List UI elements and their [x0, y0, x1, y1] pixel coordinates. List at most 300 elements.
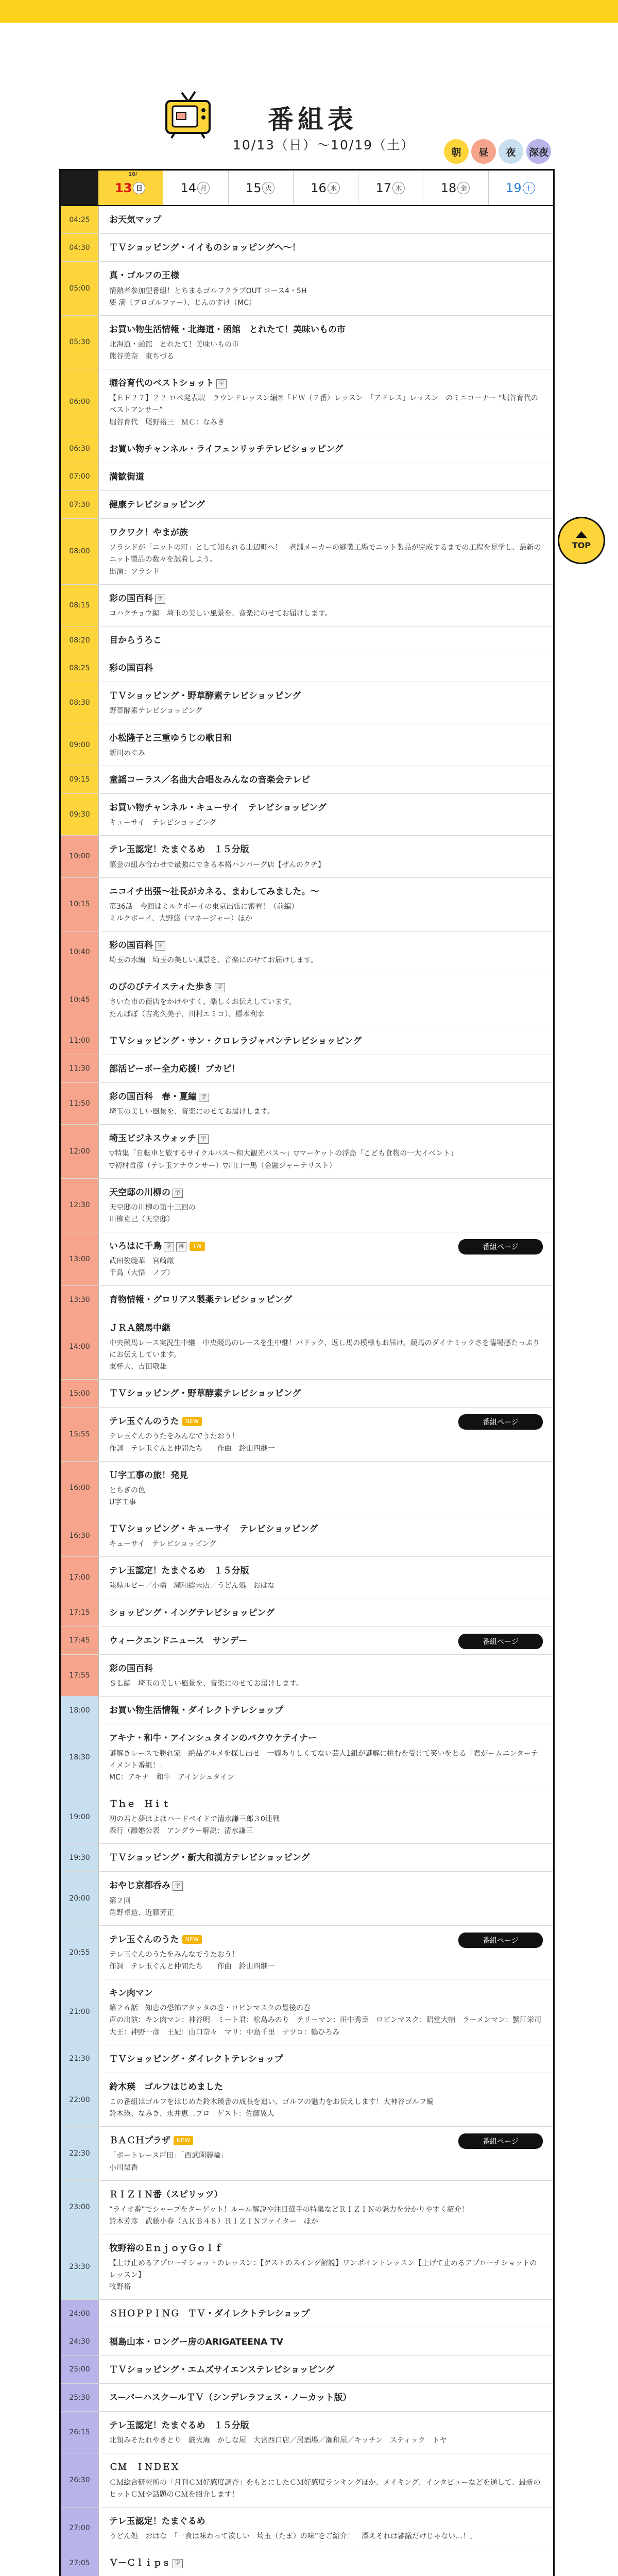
program-title-text: お買い物生活情報・北海道・函館 とれたて！美味いもの市	[109, 324, 346, 335]
program-row[interactable]	[61, 1232, 553, 1286]
program-cell	[98, 973, 553, 1026]
program-title[interactable]	[109, 1851, 543, 1865]
program-title-text: ＴＶショッピング・キューサイ テレビショッピング	[109, 1524, 318, 1534]
program-time: 17:55	[61, 1655, 98, 1696]
program-title[interactable]	[109, 689, 543, 703]
program-row[interactable]	[61, 519, 553, 584]
program-description: 野草酵素テレビショッピング	[109, 707, 203, 716]
program-time: 12:30	[61, 1179, 98, 1232]
program-time: 15:55	[61, 1408, 98, 1461]
program-cell	[98, 1627, 553, 1654]
program-title-text: テレ玉認定！たまぐるめ １５分版	[109, 844, 249, 855]
day-tab-13[interactable]	[98, 171, 163, 205]
program-cell	[98, 626, 553, 654]
program-row[interactable]	[61, 234, 553, 262]
program-row[interactable]	[61, 2384, 553, 2412]
program-title-text: おやじ京都呑み	[109, 1880, 170, 1891]
program-title[interactable]	[109, 1732, 543, 1745]
program-time: 11:50	[61, 1083, 98, 1124]
program-title[interactable]	[109, 1469, 543, 1483]
program-time: 08:25	[61, 654, 98, 682]
program-time: 17:00	[61, 1557, 98, 1598]
top-bar	[0, 0, 618, 23]
back-to-top-button[interactable]	[558, 517, 605, 564]
program-row[interactable]	[61, 206, 553, 234]
day-tab-weekday: 水	[328, 182, 340, 194]
program-page-button[interactable]: 番組ページ	[458, 1634, 543, 1649]
program-cell	[98, 369, 553, 434]
program-title-text: スーパーハスクールＴＶ（シンデレラフェス・ノーカット版）	[109, 2393, 352, 2403]
program-cell	[98, 463, 553, 490]
day-tab-date: 17	[375, 180, 392, 195]
program-time: 17:45	[61, 1627, 98, 1654]
program-row[interactable]	[61, 2234, 553, 2300]
program-title[interactable]	[109, 1321, 543, 1335]
program-title[interactable]	[109, 2556, 543, 2570]
program-time: 27:05	[61, 2549, 98, 2576]
program-title-text: お買い物チャンネル・ライフェンリッチテレビショッピング	[109, 444, 344, 454]
program-row[interactable]	[61, 463, 553, 491]
program-row[interactable]	[61, 2328, 553, 2356]
program-page-button[interactable]: 番組ページ	[458, 1239, 543, 1255]
program-row[interactable]	[61, 724, 553, 766]
program-cell	[98, 1697, 553, 1724]
program-title[interactable]	[109, 885, 543, 899]
program-title[interactable]	[109, 2335, 543, 2349]
program-page-button[interactable]: 番組ページ	[458, 1414, 543, 1430]
program-title-text: 彩の国百科	[109, 1663, 153, 1674]
program-row[interactable]	[61, 1926, 553, 1979]
program-row[interactable]	[61, 1627, 553, 1655]
program-time: 22:00	[61, 2073, 98, 2126]
program-time: 10:15	[61, 878, 98, 931]
program-time: 26:30	[61, 2453, 98, 2506]
program-time: 20:55	[61, 1926, 98, 1979]
program-row[interactable]	[61, 1314, 553, 1380]
day-tabs	[61, 169, 553, 206]
program-title-text: 彩の国百科	[109, 593, 153, 604]
program-time: 17:15	[61, 1599, 98, 1626]
program-cell	[98, 1380, 553, 1407]
program-row[interactable]	[61, 682, 553, 724]
day-tab-15[interactable]	[228, 171, 293, 205]
program-title-text: ＳＨＯＰＰＩＮＧ ＴＶ・ダイレクトテレショップ	[109, 2309, 310, 2319]
program-title-text: ＴＶショッピング・野草酵素テレビショッピング	[109, 1388, 301, 1399]
program-time: 18:00	[61, 1697, 98, 1724]
program-row[interactable]	[61, 654, 553, 682]
program-time: 08:15	[61, 585, 98, 626]
day-tab-weekday: 土	[523, 182, 535, 194]
program-time: 15:00	[61, 1380, 98, 1407]
program-row[interactable]	[61, 1515, 553, 1557]
program-description: ＣＭ総合研究所の「月刊ＣＭ好感度調査」をもとにしたＣＭ好感度ランキングほか、メイキング、インタビューなどを通して、最新のヒットＣＭや話題のＣＭを紹介します！	[109, 2478, 541, 2499]
program-row[interactable]	[61, 766, 553, 794]
day-tab-weekday: 金	[457, 182, 470, 194]
program-cell	[98, 931, 553, 973]
day-tab-weekday: 月	[197, 182, 210, 194]
program-title[interactable]	[109, 2307, 543, 2321]
program-description: テレ玉ぐんのうたをみんなでうたおう！ 作詞 テレ玉ぐんと仲間たち 作曲 鈴山四継一	[109, 1432, 275, 1453]
program-description: 埼玉の美しい風景を、音楽にのせてお届けします。	[109, 1108, 274, 1116]
program-cell	[98, 1557, 553, 1598]
day-tab-date: 16	[311, 180, 327, 195]
program-row[interactable]	[61, 1697, 553, 1724]
program-description: 【ＥＦ２７】２２ ロペ発表駅 ラウンドレッスン編②「ＦＷ（７番）レッスン 「アドレス」レッスン のミニコーナー “堀谷育代のベストアンサー” 堀谷育代 尾野裕三 ＭＣ：なみき	[109, 394, 538, 427]
program-cell	[98, 1027, 553, 1055]
program-time: 05:00	[61, 262, 98, 315]
program-time: 23:00	[61, 2181, 98, 2234]
program-time: 04:30	[61, 234, 98, 261]
program-title[interactable]	[109, 1662, 543, 1676]
program-description: 菓金の組み合わせで最強にできる本格ハンバーグ店【ぜんのクチ】	[109, 860, 325, 869]
program-description: さいた市の商店をかけやすく、楽しくお伝えしています。 たんぱぽ（吉兆久美子、川村エミコ）、標本利幸	[109, 998, 296, 1019]
program-time: 06:30	[61, 435, 98, 463]
program-row[interactable]	[61, 262, 553, 315]
program-title-text: いろはに千鳥	[109, 1241, 162, 1252]
program-row[interactable]	[61, 1599, 553, 1627]
program-row[interactable]	[61, 585, 553, 626]
program-title[interactable]	[109, 377, 543, 391]
new-badge: NEW	[174, 2136, 193, 2145]
program-title-text: お買い物生活情報・ダイレクトテレショップ	[109, 1705, 284, 1716]
program-title-text: 満歓街道	[109, 471, 144, 482]
program-title[interactable]	[109, 2515, 543, 2529]
program-cell	[98, 1724, 553, 1789]
program-description: 陸県ルビー／小幡 瀬和総末店／うどん処 おはな	[109, 1582, 275, 1590]
program-title-text: 彩の国百科	[109, 663, 153, 674]
program-description: ソラシドが「ニットの町」として知られる山辺町へ！ 老舗メーカーの縫製工場でニット製品が完成するまでの工程を見学し、最新のニット製品の数々を試着しよう。 出演：ソラシド	[109, 544, 541, 576]
program-title[interactable]	[109, 980, 543, 994]
program-time: 25:30	[61, 2384, 98, 2411]
program-title[interactable]	[109, 2053, 543, 2066]
back-to-top-label: TOP	[572, 540, 591, 550]
program-title[interactable]	[109, 498, 543, 512]
program-description: 「ボートレース戸田」「西武園競輪」 小川梨香	[109, 2151, 228, 2172]
program-title-text: テレ玉認定！たまぐるめ １５分版	[109, 1566, 249, 1577]
program-title-text: キン肉マン	[109, 1988, 153, 1999]
program-title[interactable]	[109, 1606, 543, 1620]
day-tab-date: 18	[440, 180, 457, 195]
program-cell	[98, 2234, 553, 2299]
program-row[interactable]	[61, 2181, 553, 2234]
program-cell	[98, 435, 553, 463]
program-row[interactable]	[61, 878, 553, 931]
program-row[interactable]	[61, 1724, 553, 1790]
program-title[interactable]	[109, 470, 543, 484]
program-time: 09:00	[61, 724, 98, 766]
program-title[interactable]	[109, 1522, 543, 1536]
program-title[interactable]	[109, 323, 543, 337]
program-title-text: 鈴木瑛 ゴルフはじめました	[109, 2081, 223, 2092]
program-time: 13:00	[61, 1232, 98, 1285]
day-tab-16[interactable]	[293, 171, 358, 205]
program-title-text: ＴＶショッピング・新大和漢方テレビショッピング	[109, 1853, 310, 1863]
day-tab-14[interactable]	[163, 171, 228, 205]
program-title[interactable]	[109, 241, 543, 255]
program-title[interactable]	[109, 213, 543, 227]
program-row[interactable]	[61, 626, 553, 654]
program-time: 10:40	[61, 931, 98, 973]
program-time: 20:00	[61, 1872, 98, 1925]
program-row[interactable]	[61, 2507, 553, 2549]
program-title-text: 牧野裕のＥｎｊｏｙＧｏｌｆ	[109, 2243, 223, 2253]
caption-badge: 字	[199, 1093, 209, 1102]
program-title-text: お買い物チャンネル・キューサイ テレビショッピング	[109, 803, 327, 814]
program-title[interactable]	[109, 1090, 543, 1104]
program-description: この番組はゴルフをはじめた鈴木瑛書の成長を追い、ゴルフの魅力をお伝えします！大神谷ゴルフ編 鈴木瑛、なみき、永井恵二プロ ゲスト：佐藤翼人	[109, 2098, 434, 2119]
program-title[interactable]	[109, 1879, 543, 1893]
program-row[interactable]	[61, 1872, 553, 1925]
program-description: とちぎの色 U字工事	[109, 1486, 145, 1506]
day-tab-date: 14	[180, 180, 197, 195]
program-row[interactable]	[61, 1380, 553, 1408]
page-title: 番組表	[268, 105, 357, 134]
program-title[interactable]	[109, 1798, 543, 1811]
program-row[interactable]	[61, 1844, 553, 1872]
program-title-text: 目からうろこ	[109, 635, 162, 646]
timezone-daytime-button[interactable]: 昼	[471, 139, 496, 164]
program-cell	[98, 2356, 553, 2383]
program-title[interactable]	[109, 1387, 543, 1401]
program-page-button[interactable]: 番組ページ	[458, 2133, 543, 2149]
program-row[interactable]	[61, 1125, 553, 1178]
program-title[interactable]	[109, 1987, 543, 2001]
program-description: テレ玉ぐんのうたをみんなでうたおう！ 作詞 テレ玉ぐんと仲間たち 作曲 鈴山四継一	[109, 1951, 275, 1971]
program-title-text: ＴＶショッピング・サン・クロレラジャパンテレビショッピング	[109, 1036, 362, 1046]
program-title[interactable]	[109, 2242, 543, 2256]
program-time: 22:30	[61, 2127, 98, 2180]
program-time: 10:45	[61, 973, 98, 1026]
program-title[interactable]	[109, 1293, 543, 1307]
program-page-button[interactable]: 番組ページ	[458, 1933, 543, 1948]
program-row[interactable]	[61, 973, 553, 1027]
program-title[interactable]	[109, 269, 543, 283]
caption-badge: 字	[155, 941, 165, 951]
program-title[interactable]	[109, 1186, 543, 1200]
program-list	[61, 206, 553, 2576]
program-time: 25:00	[61, 2356, 98, 2383]
program-title-text: ワクワク！やまが族	[109, 528, 188, 538]
program-description: コハクチョウ編 埼玉の美しい風景を、音楽にのせてお届けします。	[109, 609, 332, 618]
program-title[interactable]	[109, 1062, 543, 1076]
program-description: ▽特集「自転車と旅するサイクルバス〜和大観光バス〜」▽マーケットの浮島「こども食物の一大イベント」 ▽初村哲彦（テレ玉アナウンサー）▽川口一馬（金融ジャーナリスト）	[109, 1149, 458, 1170]
program-time: 06:00	[61, 369, 98, 434]
program-row[interactable]	[61, 1462, 553, 1515]
program-title-text: 童謡コーラス／名曲大合唱＆みんなの音楽会テレビ	[109, 774, 311, 785]
program-cell	[98, 1286, 553, 1313]
program-row[interactable]	[61, 1179, 553, 1232]
program-title-text: ＲＩＺＩＮ番（スピリッツ）	[109, 2189, 223, 2200]
program-title[interactable]	[109, 526, 543, 540]
program-row[interactable]	[61, 931, 553, 973]
program-time: 09:30	[61, 794, 98, 835]
day-tab-18[interactable]	[423, 171, 488, 205]
day-tab-weekday: 日	[133, 182, 145, 194]
program-cell	[98, 682, 553, 723]
program-time: 13:30	[61, 1286, 98, 1313]
program-cell	[98, 2453, 553, 2506]
program-title[interactable]	[109, 2363, 543, 2377]
day-tab-weekday: 木	[392, 182, 405, 194]
program-title[interactable]	[109, 939, 543, 953]
program-row[interactable]	[61, 1083, 553, 1125]
program-cell	[98, 262, 553, 315]
program-time: 16:00	[61, 1462, 98, 1515]
program-cell	[98, 654, 553, 682]
program-description: “ライオ番”でシャープをターゲット！ルール解説や注目選手の特集などＲＩＺＩＮの魅力を分かりやすく紹介！ 鈴木芳彦 武藤小春（ＡＫＢ４８）ＲＩＺＩＮファイター ほか	[109, 2205, 469, 2226]
program-row[interactable]	[61, 491, 553, 519]
program-time: 09:15	[61, 766, 98, 793]
caption-badge: 字	[173, 2559, 183, 2568]
program-title-text: ＢＡＣＨプラザ	[109, 2136, 170, 2146]
day-tab-19[interactable]	[488, 171, 553, 205]
program-row[interactable]	[61, 1557, 553, 1599]
day-tabs-corner	[61, 171, 98, 205]
program-title-text: ＴＶショッピング・ダイレクトテレショップ	[109, 2054, 283, 2064]
program-title[interactable]	[109, 1132, 543, 1146]
program-time: 08:30	[61, 682, 98, 723]
program-cell	[98, 766, 553, 793]
program-description: ＳＬ編 埼玉の美しい風景を、音楽にのせてお届けします。	[109, 1680, 303, 1688]
program-time: 11:30	[61, 1055, 98, 1082]
program-description: キューサイ テレビショッピング	[109, 819, 217, 827]
day-tab-17[interactable]	[358, 171, 423, 205]
program-title[interactable]	[109, 2461, 543, 2475]
program-cell	[98, 2127, 553, 2180]
program-title[interactable]	[109, 2080, 543, 2094]
timezone-latenight-button[interactable]: 深夜	[526, 139, 551, 164]
program-description: うどん処 おはな 「一食は味わって欲しい 埼玉（たま）の味”をご紹介！ 漂えそれは審議だけじゃない…！」	[109, 2532, 477, 2541]
program-description: 初の君と夢はよはハードペイドで清水謙三郎３0連戦 森行（離婚公表 アングラー解説：清水謙三	[109, 1815, 280, 1836]
program-description: 第36話 今回はミルクボーイの東京出張に密着！（前編） ミルクボーイ、大野悠（マネージャー）ほか	[109, 902, 299, 923]
program-time: 05:30	[61, 316, 98, 369]
program-time: 07:00	[61, 463, 98, 490]
program-title[interactable]	[109, 443, 543, 456]
program-title[interactable]	[109, 2419, 543, 2433]
program-title-text: Ｔｈｅ Ｈｉｔ	[109, 1799, 170, 1809]
program-cell	[98, 836, 553, 877]
program-cell	[98, 1125, 553, 1178]
program-title[interactable]	[109, 634, 543, 648]
program-row[interactable]	[61, 794, 553, 836]
program-cell	[98, 1599, 553, 1626]
program-description: 武田俊範華 宮崎厳 千鳥（大悟 ノブ）	[109, 1257, 175, 1278]
program-cell	[98, 206, 553, 233]
program-row[interactable]	[61, 435, 553, 463]
program-description: 第２回 角野卓造、近藤芳正	[109, 1896, 174, 1917]
program-row[interactable]	[61, 1027, 553, 1055]
program-title[interactable]	[109, 592, 543, 606]
program-cell	[98, 1515, 553, 1556]
program-row[interactable]	[61, 2045, 553, 2073]
program-time: 07:30	[61, 491, 98, 518]
program-description: 中央競馬レース実況生中継 中央競馬のレースを生中継！パドック、返し馬の模様もお届け。競馬のダイナミックさを臨場感たっぷりにお伝えしています。 東杯大、吉田敬雄	[109, 1338, 540, 1371]
program-row[interactable]	[61, 1979, 553, 2045]
program-cell	[98, 1790, 553, 1843]
program-row[interactable]	[61, 1286, 553, 1314]
program-cell	[98, 2181, 553, 2234]
program-row[interactable]	[61, 1655, 553, 1697]
program-title-text: テレ玉ぐんのうた	[109, 1416, 179, 1427]
program-title-text: ウィークエンドニュース サンデー	[109, 1635, 248, 1646]
program-row[interactable]	[61, 2073, 553, 2127]
program-title[interactable]	[109, 1564, 543, 1578]
day-tab-date: 15	[245, 180, 262, 195]
program-title[interactable]	[109, 843, 543, 857]
program-row[interactable]	[61, 1790, 553, 1844]
arrow-up-icon	[576, 531, 587, 538]
program-title-text: 福島山本・ロングー房のARIGATEENA TV	[109, 2336, 283, 2347]
program-title-text: ショッピング・イングテレビショッピング	[109, 1607, 274, 1618]
program-title-text: 真・ゴルフの王様	[109, 270, 179, 281]
program-row[interactable]	[61, 369, 553, 435]
program-title[interactable]	[109, 2188, 543, 2202]
caption-badge: 字	[215, 983, 225, 992]
program-title-text: 天空邸の川柳の	[109, 1187, 170, 1198]
program-row[interactable]	[61, 2453, 553, 2507]
program-time: 23:30	[61, 2234, 98, 2299]
program-cell	[98, 1232, 553, 1285]
program-cell	[98, 724, 553, 766]
program-cell	[98, 2328, 553, 2355]
program-title[interactable]	[109, 2391, 543, 2405]
date-range: 10/13（日）〜10/19（土）	[233, 138, 415, 152]
program-row[interactable]	[61, 2356, 553, 2384]
program-title-text: 健康テレビショッピング	[109, 499, 205, 510]
program-row[interactable]	[61, 836, 553, 877]
program-row[interactable]	[61, 316, 553, 369]
program-row[interactable]	[61, 2127, 553, 2180]
timezone-night-button[interactable]: 夜	[499, 139, 523, 164]
program-title[interactable]	[109, 801, 543, 815]
program-row[interactable]	[61, 2549, 553, 2576]
program-title-text: のびのびテイスティた歩き	[109, 982, 213, 993]
program-title-text: テレ玉認定！たまぐるめ １５分版	[109, 2420, 249, 2431]
program-title[interactable]	[109, 1035, 543, 1048]
program-title-text: お天気マップ	[109, 215, 162, 225]
program-cell	[98, 1462, 553, 1515]
caption-badge: 字	[155, 595, 165, 604]
program-badge: 再	[176, 1242, 186, 1251]
program-cell	[98, 1926, 553, 1979]
caption-badge: 字	[198, 1134, 209, 1144]
new-badge: NEW	[182, 1935, 202, 1944]
program-description: 天空邸の川柳の第十三回の 川柳克己（天空邸）	[109, 1203, 196, 1224]
program-cell	[98, 1314, 553, 1379]
program-row[interactable]	[61, 2300, 553, 2328]
program-description: キューサイ テレビショッピング	[109, 1540, 217, 1549]
program-row[interactable]	[61, 2412, 553, 2453]
new-badge: NEW	[182, 1417, 202, 1426]
program-cell	[98, 1979, 553, 2044]
program-cell	[98, 878, 553, 931]
program-time: 19:30	[61, 1844, 98, 1871]
program-title[interactable]	[109, 732, 543, 745]
program-description: 謎解きレースで勝れ家 絶品グルメを探し出せ 一癖ありしくてない芸人1組が謎解に挑むを受けて笑いをとる「君がームエンターテイメント番組！」 MC：アキナ 和牛 アインシュタイン	[109, 1749, 538, 1782]
program-row[interactable]	[61, 1055, 553, 1083]
program-title[interactable]	[109, 662, 543, 675]
program-title-text: 彩の国百科 春・夏編	[109, 1092, 197, 1102]
program-description: 情熱者参加型番組！とちまるゴルフクラブOUT コース4・5H 要 満（プロゴルファー）、じんのすけ（MC）	[109, 286, 307, 307]
program-time: 10:00	[61, 836, 98, 877]
program-title[interactable]	[109, 773, 543, 787]
program-cell	[98, 2300, 553, 2327]
caption-badge: 字	[164, 1242, 174, 1251]
timezone-morning-button[interactable]: 朝	[444, 139, 469, 164]
program-row[interactable]	[61, 1408, 553, 1461]
program-title[interactable]	[109, 1704, 543, 1718]
program-time: 21:30	[61, 2045, 98, 2073]
